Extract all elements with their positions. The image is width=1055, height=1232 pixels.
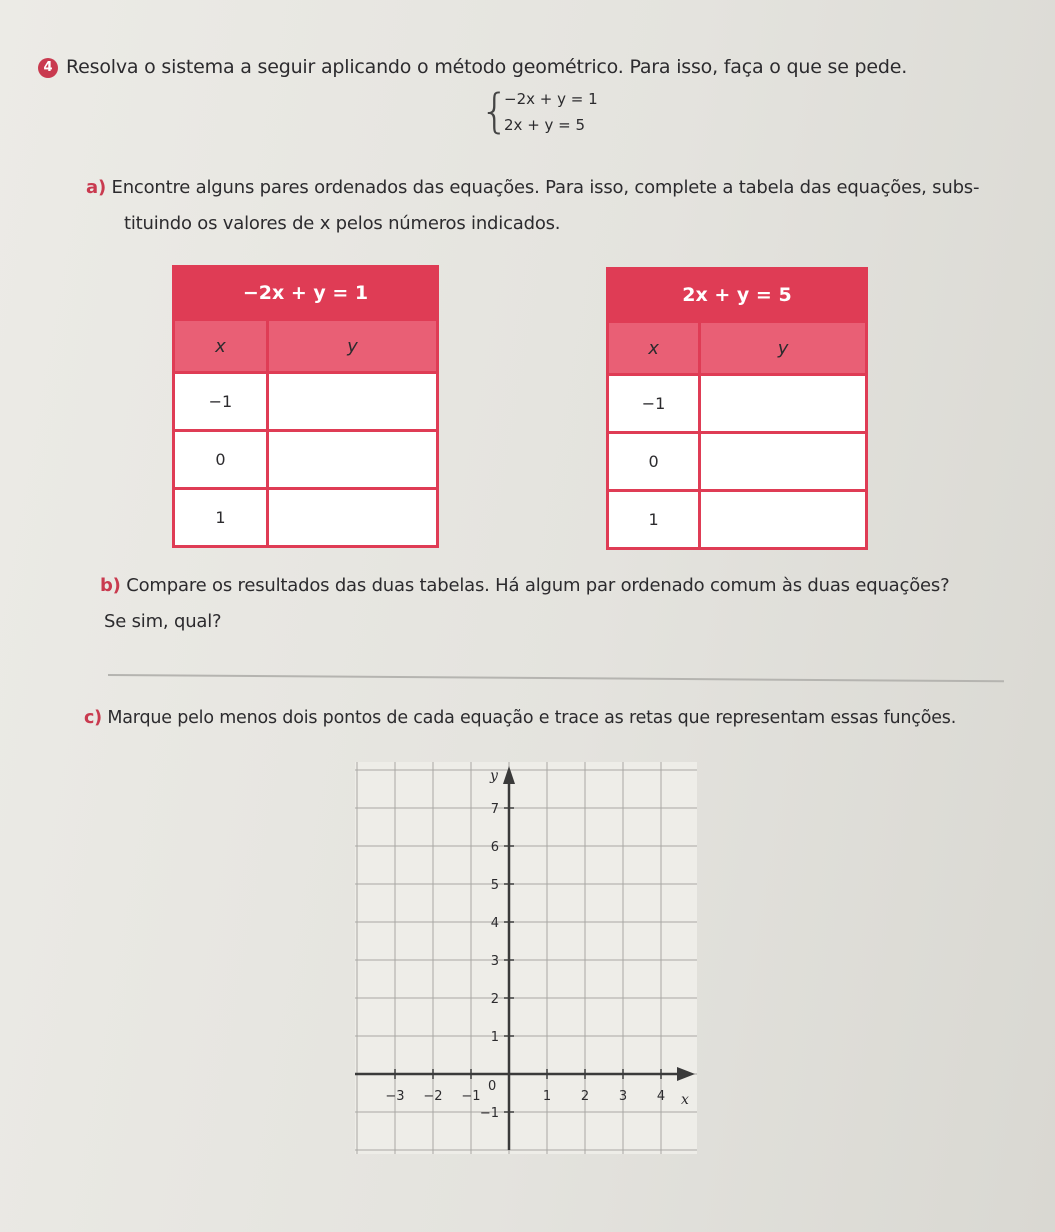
- table-2-x-cell: 1: [608, 491, 700, 549]
- x-tick-label: −2: [423, 1089, 443, 1104]
- table-1-header-x: x: [174, 320, 268, 373]
- x-tick-label: 3: [618, 1089, 628, 1104]
- table-2-x-cell: 0: [608, 433, 700, 491]
- origin-label: 0: [488, 1079, 497, 1094]
- x-tick-label: −1: [461, 1089, 481, 1104]
- table-2-y-input[interactable]: [700, 433, 867, 491]
- table-equation-2: [606, 267, 868, 550]
- system-brace-icon: {: [480, 84, 510, 138]
- x-axis-label: x: [681, 1092, 689, 1108]
- table-1-title: −2x + y = 1: [174, 267, 438, 320]
- y-tick-label: 5: [490, 878, 499, 893]
- table-2-header-x: x: [608, 322, 700, 375]
- table-row: [608, 491, 867, 549]
- question-statement: Resolva o sistema a seguir aplicando o método geométrico. Para isso, faça o que se pede.: [66, 56, 908, 78]
- answer-line[interactable]: [108, 674, 1004, 682]
- y-tick-label: 2: [490, 992, 499, 1007]
- x-tick-label: 2: [580, 1089, 590, 1104]
- y-tick-label: 6: [490, 840, 499, 855]
- y-tick-label: 3: [490, 954, 499, 969]
- y-axis-label: y: [490, 768, 498, 784]
- part-a-line-1: Encontre alguns pares ordenados das equações. Para isso, complete a tabela das equações, subs-: [111, 177, 980, 198]
- table-2-y-input[interactable]: [700, 375, 867, 433]
- x-tick-label: 1: [542, 1089, 552, 1104]
- table-row: [608, 433, 867, 491]
- table-2-header-y: y: [700, 322, 867, 375]
- table-row: [174, 431, 438, 489]
- table-row: [608, 375, 867, 433]
- x-tick-label: 4: [656, 1089, 666, 1104]
- part-b-text: [100, 568, 949, 604]
- system-equation-1: −2x + y = 1: [504, 90, 598, 108]
- question-number-badge: 4: [38, 58, 58, 78]
- part-c-text: [84, 700, 956, 736]
- part-c-letter: c): [84, 708, 102, 728]
- x-tick-label: −3: [385, 1089, 405, 1104]
- table-1-y-input[interactable]: [267, 489, 437, 547]
- y-tick-label: 4: [490, 916, 499, 931]
- part-b-line-1: Compare os resultados das duas tabelas. Há algum par ordenado comum às duas equações?: [126, 575, 950, 596]
- table-equation-1: [172, 265, 439, 548]
- table-1-y-input[interactable]: [267, 373, 437, 431]
- table-1-x-cell: −1: [174, 373, 268, 431]
- part-c-line: Marque pelo menos dois pontos de cada equação e trace as retas que representam essas funções.: [107, 708, 957, 728]
- table-1-x-cell: 1: [174, 489, 268, 547]
- table-1-y-input[interactable]: [267, 431, 437, 489]
- grid-background: [355, 762, 697, 1154]
- table-1-x-cell: 0: [174, 431, 268, 489]
- part-a-text: [86, 170, 979, 206]
- y-tick-label: 1: [490, 1030, 499, 1045]
- y-tick-label: 7: [490, 802, 499, 817]
- table-2-y-input[interactable]: [700, 491, 867, 549]
- system-equation-2: 2x + y = 5: [504, 116, 586, 134]
- table-2-title: 2x + y = 5: [608, 269, 867, 322]
- table-row: [174, 489, 438, 547]
- y-tick-label: −1: [479, 1106, 499, 1121]
- part-a-line-2: tituindo os valores de x pelos números indicados.: [124, 213, 561, 234]
- grid-svg[interactable]: [355, 762, 697, 1154]
- coordinate-grid[interactable]: [355, 762, 697, 1154]
- table-row: [174, 373, 438, 431]
- part-b-letter: b): [100, 575, 121, 596]
- part-b-line-2: Se sim, qual?: [104, 611, 222, 632]
- table-1-header-y: y: [267, 320, 437, 373]
- part-a-letter: a): [86, 177, 106, 198]
- table-2-x-cell: −1: [608, 375, 700, 433]
